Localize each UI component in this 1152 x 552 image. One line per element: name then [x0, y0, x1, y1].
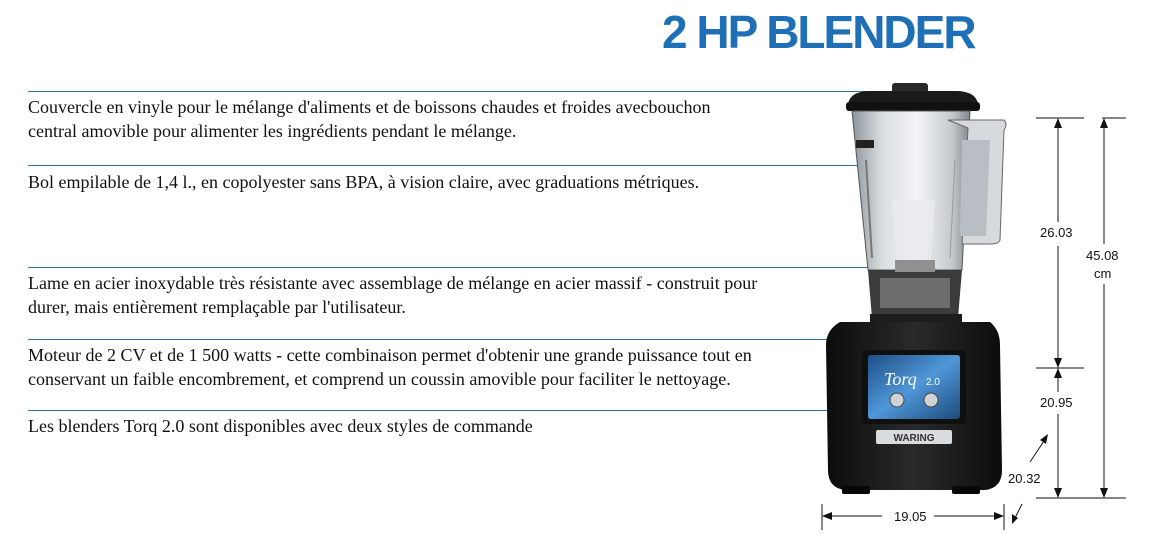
svg-text:2.0: 2.0 [926, 377, 940, 388]
dimension-width: 19.05 [894, 509, 927, 524]
motor-base [826, 322, 1002, 494]
dimension-unit: cm [1094, 266, 1112, 281]
page-title: 2 HP BLENDER [662, 6, 975, 58]
feature-jar: Bol empilable de 1,4 l., en copolyester sans BPA, à vision claire, avec graduations métriques. [28, 172, 700, 192]
lid [846, 83, 980, 111]
jar [852, 111, 1006, 270]
feature-motor: Moteur de 2 CV et de 1 500 watts - cette combinaison permet d'obtenir une grande puissance tout en conservant un faible encombrement, et comprend un coussin amovible pour faciliter le nettoyage. [28, 345, 752, 389]
dimension-total-height: 45.08 [1086, 248, 1119, 263]
brand-plate: WARING [893, 433, 935, 444]
svg-text:Torq: Torq [884, 369, 917, 389]
dimension-jar-height: 26.03 [1040, 225, 1073, 240]
feature-controls: Les blenders Torq 2.0 sont disponibles avec deux styles de commande [28, 416, 533, 436]
dimension-base-height: 20.95 [1040, 395, 1073, 410]
feature-lid: Couvercle en vinyle pour le mélange d'aliments et de boissons chaudes et froides avecbouchon central amovible pour alimenter les ingrédients pendant le mélange. [28, 97, 711, 141]
dimension-depth: 20.32 [1008, 471, 1041, 486]
feature-blade: Lame en acier inoxydable très résistante avec assemblage de mélange en acier massif - construit pour durer, mais entièrement remplaçable par l'utilisateur. [28, 273, 758, 317]
